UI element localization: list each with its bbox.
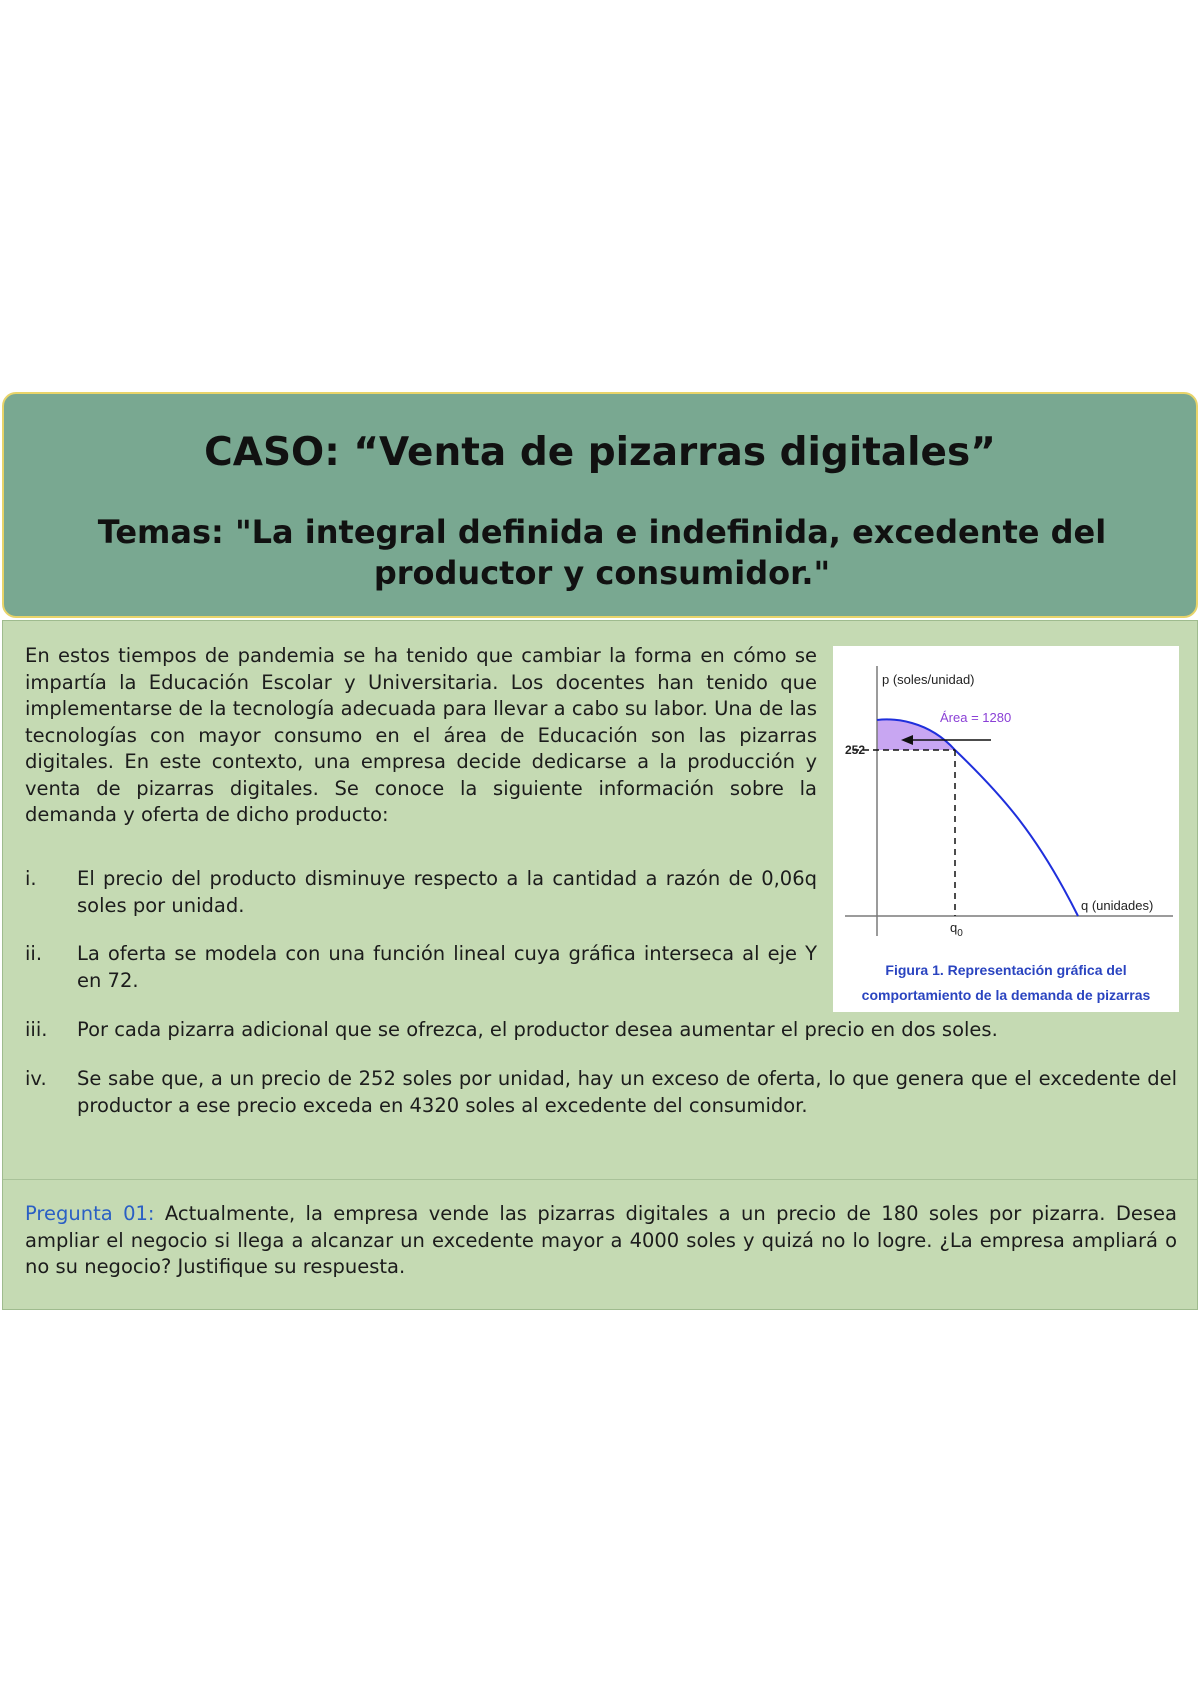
item-text: El precio del producto disminuye respecto a la cantidad a razón de 0,06q soles por unidad.	[77, 867, 817, 917]
area-label: Área = 1280	[940, 710, 1012, 725]
figure-caption	[833, 958, 1179, 1008]
section-divider	[3, 1179, 1197, 1180]
list-item-i	[25, 866, 817, 922]
item-number: ii.	[25, 942, 43, 965]
question-paragraph	[25, 1201, 1177, 1281]
price-tick-label: 252	[845, 743, 866, 757]
demand-graph	[833, 646, 1179, 958]
q0-subscript: 0	[957, 928, 963, 939]
item-number: i.	[25, 867, 37, 890]
list-item-ii	[25, 941, 817, 997]
question-label: Pregunta 01:	[25, 1202, 155, 1225]
item-text: La oferta se modela con una función lineal cuya gráfica interseca al eje Y en 72.	[77, 942, 817, 992]
caption-line-2: comportamiento de la demanda de pizarras	[861, 987, 1151, 1003]
list-item-iv	[25, 1066, 1177, 1122]
y-axis-label: p (soles/unidad)	[882, 672, 975, 687]
case-title: CASO: “Venta de pizarras digitales”	[204, 430, 996, 475]
demand-figure	[833, 646, 1179, 1012]
case-subtitle: Temas: "La integral definida e indefinida, excedente del productor y consumidor."	[97, 513, 1107, 592]
list-item-iii	[25, 1017, 1177, 1047]
question-text: Actualmente, la empresa vende las pizarras digitales a un precio de 180 soles por pizarra. Desea ampliar el negocio si llega a alcanzar un excedente mayor a 4000 soles y quizá no lo logre. ¿La empresa ampliará o no su negocio? Justifique su respuesta.	[25, 1202, 1177, 1278]
item-text: Por cada pizarra adicional que se ofrezca, el productor desea aumentar el precio en dos soles.	[77, 1018, 998, 1041]
case-body	[2, 620, 1198, 1310]
item-number: iv.	[25, 1067, 47, 1090]
q0-letter: q	[950, 920, 958, 935]
case-header	[2, 392, 1198, 618]
intro-paragraph: En estos tiempos de pandemia se ha tenido que cambiar la forma en cómo se impartía la Educación Escolar y Universitaria. Los docentes han tenido que implementarse de la tecnología adecuada para llevar a cabo su labor. Una de las tecnologías con mayor consumo en el área de Educación son las pizarras digitales. En este contexto, una empresa decide dedicarse a la producción y venta de pizarras digitales. Se conoce la siguiente información sobre la demanda y oferta de dicho producto:	[25, 644, 817, 826]
q0-label	[950, 920, 963, 939]
item-text: Se sabe que, a un precio de 252 soles por unidad, hay un exceso de oferta, lo que genera que el excedente del productor a ese precio exceda en 4320 soles al excedente del consumidor.	[77, 1067, 1177, 1117]
x-axis-label: q (unidades)	[1081, 898, 1154, 913]
caption-line-1: Figura 1. Representación gráfica del	[885, 962, 1127, 978]
item-number: iii.	[25, 1018, 48, 1041]
